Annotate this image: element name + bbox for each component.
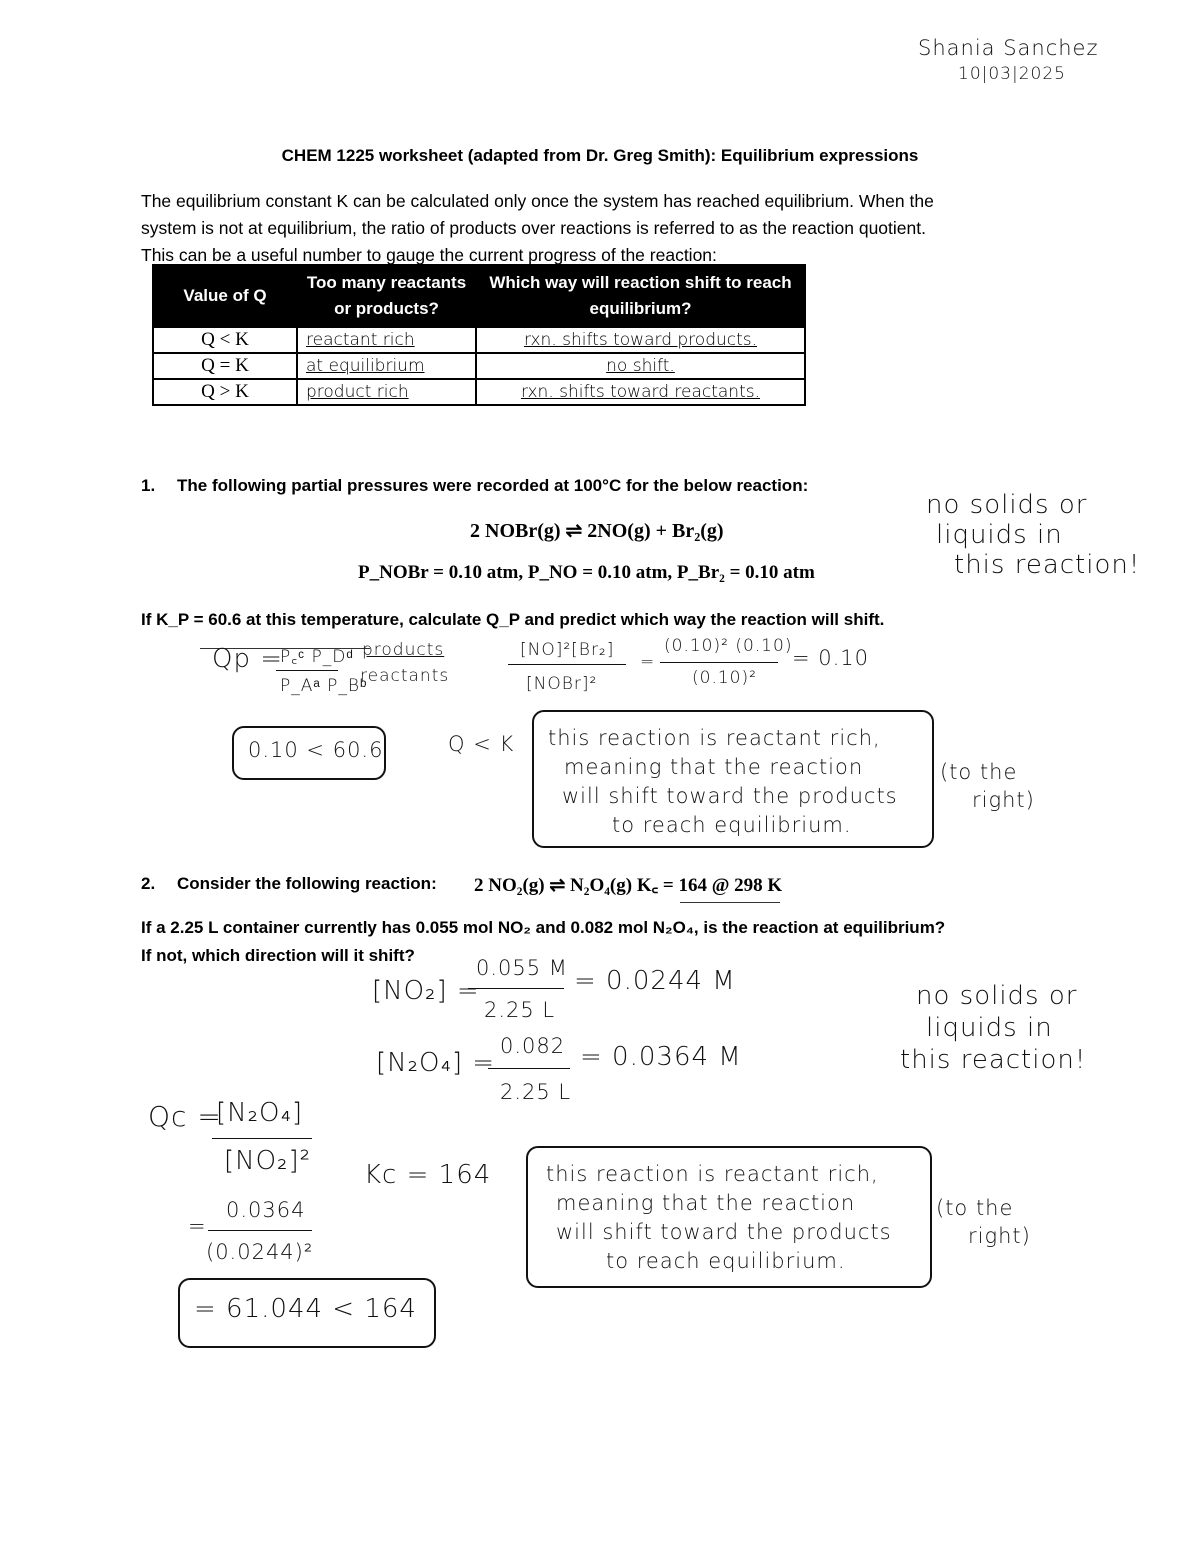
q1-boxed-answer	[232, 726, 386, 780]
note-line: this reaction!	[900, 1045, 1087, 1075]
direction-line: (to the	[940, 760, 1018, 784]
n2o4-result: = 0.0364 M	[580, 1042, 742, 1072]
intro-paragraph	[141, 188, 1071, 269]
q1-explanation-box	[532, 710, 934, 848]
q-value: Q > K	[153, 379, 297, 405]
ratio-num: products	[362, 640, 445, 660]
q-which: reactant rich	[297, 327, 476, 353]
table-row	[153, 379, 805, 405]
fraction-line	[468, 988, 564, 989]
explanation-line: to reach equilibrium.	[606, 1249, 846, 1273]
q2-task: If not, which direction will it shift?	[141, 946, 415, 965]
q2-prompt: Consider the following reaction:	[177, 874, 437, 893]
q-which: product rich	[297, 379, 476, 405]
boxed-text: 0.10 < 60.6	[248, 738, 384, 762]
q1-task: If K_P = 60.6 at this temperature, calculate Q_P and predict which way the reaction will shift.	[141, 610, 885, 629]
qp-denominator: P_Aᵃ P_Bᵇ	[280, 676, 368, 696]
explanation-line: this reaction is reactant rich,	[548, 726, 881, 750]
explanation-line: to reach equilibrium.	[612, 813, 852, 837]
qc-val-num: 0.0364	[226, 1198, 306, 1222]
no2-label: [NO₂] =	[372, 976, 480, 1006]
intro-line: system is not at equilibrium, the ratio of products over reactions is referred to as the reaction quotient.	[141, 218, 926, 238]
qp-numerator: P꜀ᶜ P_Dᵈ	[280, 647, 354, 667]
qc-val-den: (0.0244)²	[206, 1240, 314, 1264]
explanation-line: will shift toward the products	[562, 784, 898, 808]
no2-den: 2.25 L	[484, 998, 556, 1022]
qp-label: Qp =	[212, 644, 284, 674]
n2o4-den: 2.25 L	[500, 1080, 572, 1104]
q-value: Q < K	[153, 327, 297, 353]
no2-result: = 0.0244 M	[574, 966, 736, 996]
fraction-line	[660, 662, 778, 663]
q1-note	[926, 490, 1140, 580]
fraction-line	[208, 1230, 312, 1231]
q2-boxed-answer	[178, 1278, 436, 1348]
q-which: at equilibrium	[297, 353, 476, 379]
note-line: liquids in	[936, 520, 1063, 550]
note-line: liquids in	[926, 1013, 1053, 1043]
table-row	[153, 327, 805, 353]
val-den: (0.10)²	[692, 668, 757, 688]
direction-line: (to the	[936, 1196, 1014, 1220]
conc-num: [NO]²[Br₂]	[520, 640, 615, 660]
no2-num: 0.055 M	[476, 956, 568, 980]
q-shift: no shift.	[476, 353, 805, 379]
boxed-text: = 61.044 < 164	[194, 1294, 417, 1324]
val-num: (0.10)² (0.10)	[664, 636, 793, 656]
q1-number: 1.	[141, 476, 156, 495]
q-shift: rxn. shifts toward products.	[476, 327, 805, 353]
q2-task: If a 2.25 L container currently has 0.055 mol NO₂ and 0.082 mol N₂O₄, is the reaction at equilibrium?	[141, 918, 946, 937]
q1-prompt: The following partial pressures were recorded at 100°C for the below reaction:	[177, 476, 809, 495]
col-header: Which way will reaction shift to reach equilibrium?	[476, 265, 805, 327]
explanation-line: this reaction is reactant rich,	[546, 1162, 879, 1186]
q2-number: 2.	[141, 874, 156, 893]
qc-label: Qc =	[148, 1100, 222, 1133]
direction-line: right)	[968, 1224, 1031, 1248]
explanation-line: will shift toward the products	[556, 1220, 892, 1244]
fraction-line	[276, 670, 338, 671]
fraction-line	[212, 1138, 312, 1139]
date: 10|03|2025	[958, 64, 1066, 84]
n2o4-num: 0.082	[500, 1034, 566, 1058]
q-shift: rxn. shifts toward reactants.	[476, 379, 805, 405]
n2o4-label: [N₂O₄] =	[376, 1048, 496, 1078]
underline	[680, 902, 780, 903]
qc-den: [NO₂]²	[224, 1146, 312, 1176]
q2-direction	[936, 1194, 1031, 1250]
col-header: Too many reactants or products?	[297, 265, 476, 327]
kc-value: Kc = 164	[364, 1160, 492, 1190]
intro-line: The equilibrium constant K can be calculated only once the system has reached equilibrium. When the	[141, 191, 934, 211]
direction-line: right)	[972, 788, 1035, 812]
q-value: Q = K	[153, 353, 297, 379]
ratio-den: reactants	[360, 666, 450, 686]
q1-reaction: 2 NOBr(g) ⇌ 2NO(g) + Br₂(g)	[470, 520, 724, 542]
q1-compare: Q < K	[448, 732, 515, 756]
q-table	[152, 264, 806, 406]
q2-note	[900, 980, 1087, 1076]
fraction-line	[508, 664, 626, 665]
note-line: no solids or	[916, 981, 1078, 1011]
page-title: CHEM 1225 worksheet (adapted from Dr. Greg Smith): Equilibrium expressions	[281, 146, 919, 165]
equals-sign: =	[188, 1214, 207, 1238]
explanation-line: meaning that the reaction	[564, 755, 864, 779]
note-line: no solids or	[926, 490, 1088, 520]
qc-num: [N₂O₄]	[216, 1098, 304, 1128]
note-line: this reaction!	[954, 550, 1141, 580]
explanation-line: meaning that the reaction	[556, 1191, 856, 1215]
col-header: Value of Q	[153, 265, 297, 327]
q1-pressures: P_NOBr = 0.10 atm, P_NO = 0.10 atm, P_Br₂ = 0.10 atm	[358, 562, 815, 583]
q2-explanation-box	[526, 1146, 932, 1288]
conc-den: [NOBr]²	[526, 674, 598, 694]
table-row	[153, 353, 805, 379]
q1-result: = 0.10	[792, 646, 870, 670]
q2-reaction: 2 NO₂(g) ⇌ N₂O₄(g) K꜀ = 164 @ 298 K	[474, 875, 783, 896]
q1-direction	[940, 758, 1035, 814]
fraction-line	[488, 1068, 570, 1069]
intro-line: This can be a useful number to gauge the current progress of the reaction:	[141, 245, 717, 265]
student-name: Shania Sanchez	[918, 36, 1099, 60]
